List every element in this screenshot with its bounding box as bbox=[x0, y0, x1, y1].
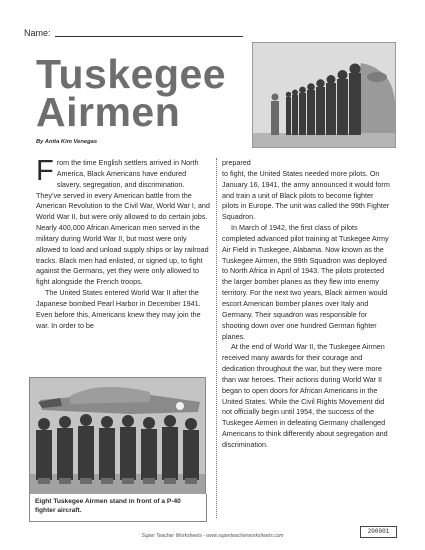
paragraph-1: rom the time English settlers arrived in North America, Black Americans have endured slavery, segregation, and discrimination. They’ve served in every American battle from the American Revolution to the Civil War, World War I, and World War II, but were only allowed to do certain jobs. Nearly 400,000 African American men served in the military during World War II, but most were only allowed to load and unload supply ships or lay railroad tracks. Black men had enlisted, or signed up, to fight against the Germans, yet they were only allowed to fight alongside the French troops. bbox=[36, 158, 210, 287]
photo-caption: Eight Tuskegee Airmen stand in front of a P-40 fighter aircraft. bbox=[29, 494, 207, 522]
byline: By Anita Kim Venegas bbox=[36, 139, 98, 145]
article-column-left bbox=[36, 155, 210, 332]
paragraph-5: In March of 1942, the first class of pilots completed advanced pilot training at Tuskegee Army Air Field in Tuskegee, Alabama. Now known as the Tuskegee Airmen, the 99th Squadron was deployed to North Africa in April of 1943. The pilots protected the larger bomber planes as they flew into enemy territory. For the next two years, Black airmen would escort American bomber planes over Italy and Germany. Their squadron was responsible for shooting down over one hundred German fighter planes. bbox=[222, 223, 389, 341]
worksheet-code: 200001 bbox=[360, 526, 397, 538]
footer-credit: Super Teacher Worksheets - www.superteacherworksheets.com bbox=[141, 533, 284, 539]
paragraph-2: The United States entered World War II after the Japanese bombed Pearl Harbor in December 1941. Even before this, Americans knew they may join the war. In order to be bbox=[36, 288, 201, 330]
name-line[interactable] bbox=[55, 36, 243, 37]
title-line-1: Tuskegee bbox=[36, 51, 227, 97]
photo-airmen-saluting bbox=[252, 42, 396, 148]
column-divider bbox=[216, 158, 217, 518]
paragraph-3: prepared bbox=[222, 158, 251, 167]
title-line-2: Airmen bbox=[36, 89, 181, 135]
paragraph-6: At the end of World War II, the Tuskegee Airmen received many awards for their courage and dedication throughout the war, but they were more than war heroes. Their actions during World War II began to open doors for African Americans in the United States. While the Civil Rights Movement did not officially begin until 1954, the success of the Tuskegee Airmen in defeating Germany challenged Americans to think differently about segregation and discrimination. bbox=[222, 342, 388, 449]
paragraph-4: to fight, the United States needed more pilots. On January 16, 1941, the army announced it would form and train a unit of Black pilots to become fighter pilots in Europe. The unit was called the 99th Fighter Squadron. bbox=[222, 168, 390, 222]
name-label: Name: bbox=[24, 28, 51, 38]
article-column-right bbox=[222, 158, 392, 451]
photo-airmen-p40 bbox=[29, 377, 206, 496]
drop-cap: F bbox=[36, 155, 54, 187]
name-field[interactable] bbox=[24, 28, 243, 38]
